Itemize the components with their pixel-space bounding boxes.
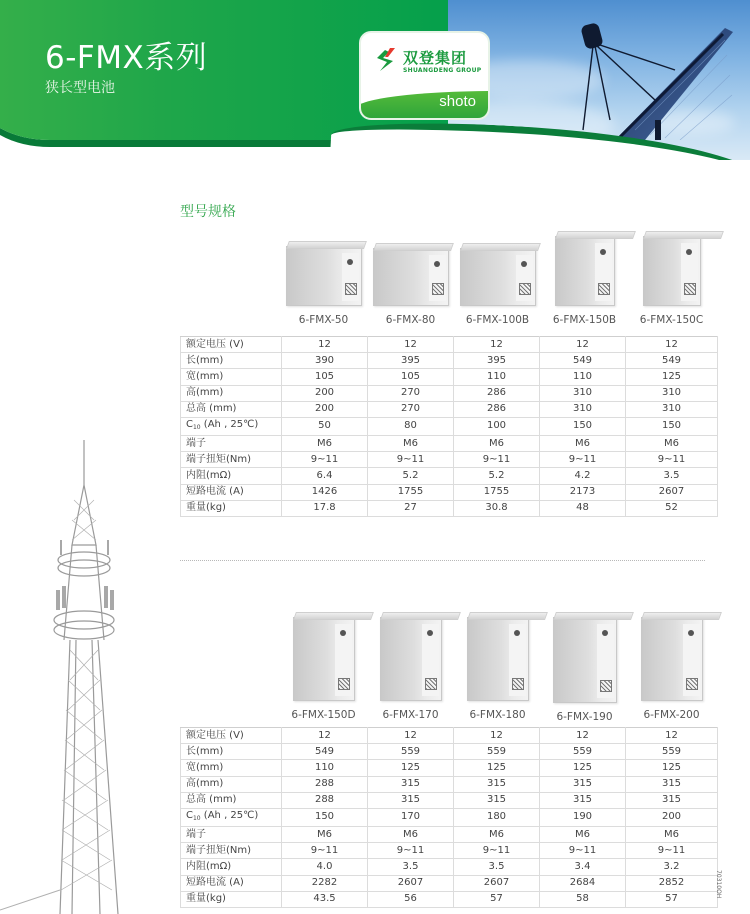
product-name: 6-FMX-80 [385,314,436,326]
table-row: 高(mm) 200 270 286 310 310 [181,385,718,401]
logo-wordmark: shoto [439,93,476,110]
product-name: 6-FMX-150B [552,314,617,326]
satellite-dish-icon [575,20,735,140]
page-title: 6-FMX系列 [45,40,208,76]
logo-name-en: SHUANGDENG GROUP [403,67,482,74]
table-row: 额定电压 (V) 12 12 12 12 12 [181,337,718,353]
table-row: $C_{10}$ (Ah , 25℃) 50 80 100 150 150 [181,417,718,435]
table-row: 端子 M6 M6 M6 M6 M6 [181,826,718,842]
table-row: 长(mm) 390 395 395 549 549 [181,353,718,369]
table-row: 总高 (mm) 288 315 315 315 315 [181,792,718,808]
battery-image [380,617,442,701]
table-row: 重量(kg) 17.8 27 30.8 48 52 [181,500,718,516]
product-card [541,238,628,326]
product-name: 6-FMX-100B [465,314,530,326]
battery-image [293,617,355,701]
table-row: 总高 (mm) 200 270 286 310 310 [181,401,718,417]
product-name: 6-FMX-150D [291,709,356,721]
table-row: 端子扭矩(Nm) 9~11 9~11 9~11 9~11 9~11 [181,843,718,859]
table-row: 端子扭矩(Nm) 9~11 9~11 9~11 9~11 9~11 [181,452,718,468]
product-name: 6-FMX-150C [639,314,704,326]
brand-logo [359,31,490,120]
table-row: 内阻(mΩ) 4.0 3.5 3.5 3.4 3.2 [181,859,718,875]
spec-table-1 [180,336,718,517]
table-row: 短路电流 (A) 2282 2607 2607 2684 2852 [181,875,718,891]
table-row: 重量(kg) 43.5 56 57 58 57 [181,891,718,907]
product-card [628,238,715,326]
product-name: 6-FMX-170 [382,709,439,721]
page-subtitle: 狭长型电池 [45,80,115,96]
battery-image [460,248,536,306]
product-gallery-2 [280,617,715,723]
product-card [454,238,541,326]
battery-image [373,248,449,306]
header-banner [0,0,750,160]
product-card [280,238,367,326]
table-row: $C_{10}$ (Ah , 25℃) 150 170 180 190 200 [181,808,718,826]
product-name: 6-FMX-190 [556,711,613,723]
table-row: 宽(mm) 110 125 125 125 125 [181,760,718,776]
table-row: 宽(mm) 105 105 110 110 125 [181,369,718,385]
product-name: 6-FMX-180 [469,709,526,721]
battery-image [643,236,701,306]
product-card [367,238,454,326]
battery-image [286,246,362,306]
table-row: 端子 M6 M6 M6 M6 M6 [181,435,718,451]
section-title: 型号规格 [180,204,236,220]
table-row: 额定电压 (V) 12 12 12 12 12 [181,728,718,744]
battery-image [555,236,615,306]
table-row: 内阻(mΩ) 6.4 5.2 5.2 4.2 3.5 [181,468,718,484]
product-card [454,617,541,723]
table-row: 短路电流 (A) 1426 1755 1755 2173 2607 [181,484,718,500]
document-code: 70310OH [715,870,722,899]
product-name: 6-FMX-200 [643,709,700,721]
product-card [280,617,367,723]
product-card [367,617,454,723]
battery-image [641,617,703,701]
battery-image [467,617,529,701]
table-row: 长(mm) 549 559 559 559 559 [181,744,718,760]
product-gallery-1 [280,238,715,326]
c10-label: $C_{10}$ (Ah , 25℃) [181,808,282,826]
product-card [541,617,628,723]
c10-label: $C_{10}$ (Ah , 25℃) [181,417,282,435]
section-divider [180,560,705,561]
logo-icon [371,47,399,75]
table-row: 高(mm) 288 315 315 315 315 [181,776,718,792]
spec-table-2 [180,727,718,908]
telecom-tower-icon [0,440,180,914]
product-card [628,617,715,723]
logo-name-cn: 双登集团 [403,49,468,67]
battery-image [553,617,617,703]
product-name: 6-FMX-50 [298,314,349,326]
